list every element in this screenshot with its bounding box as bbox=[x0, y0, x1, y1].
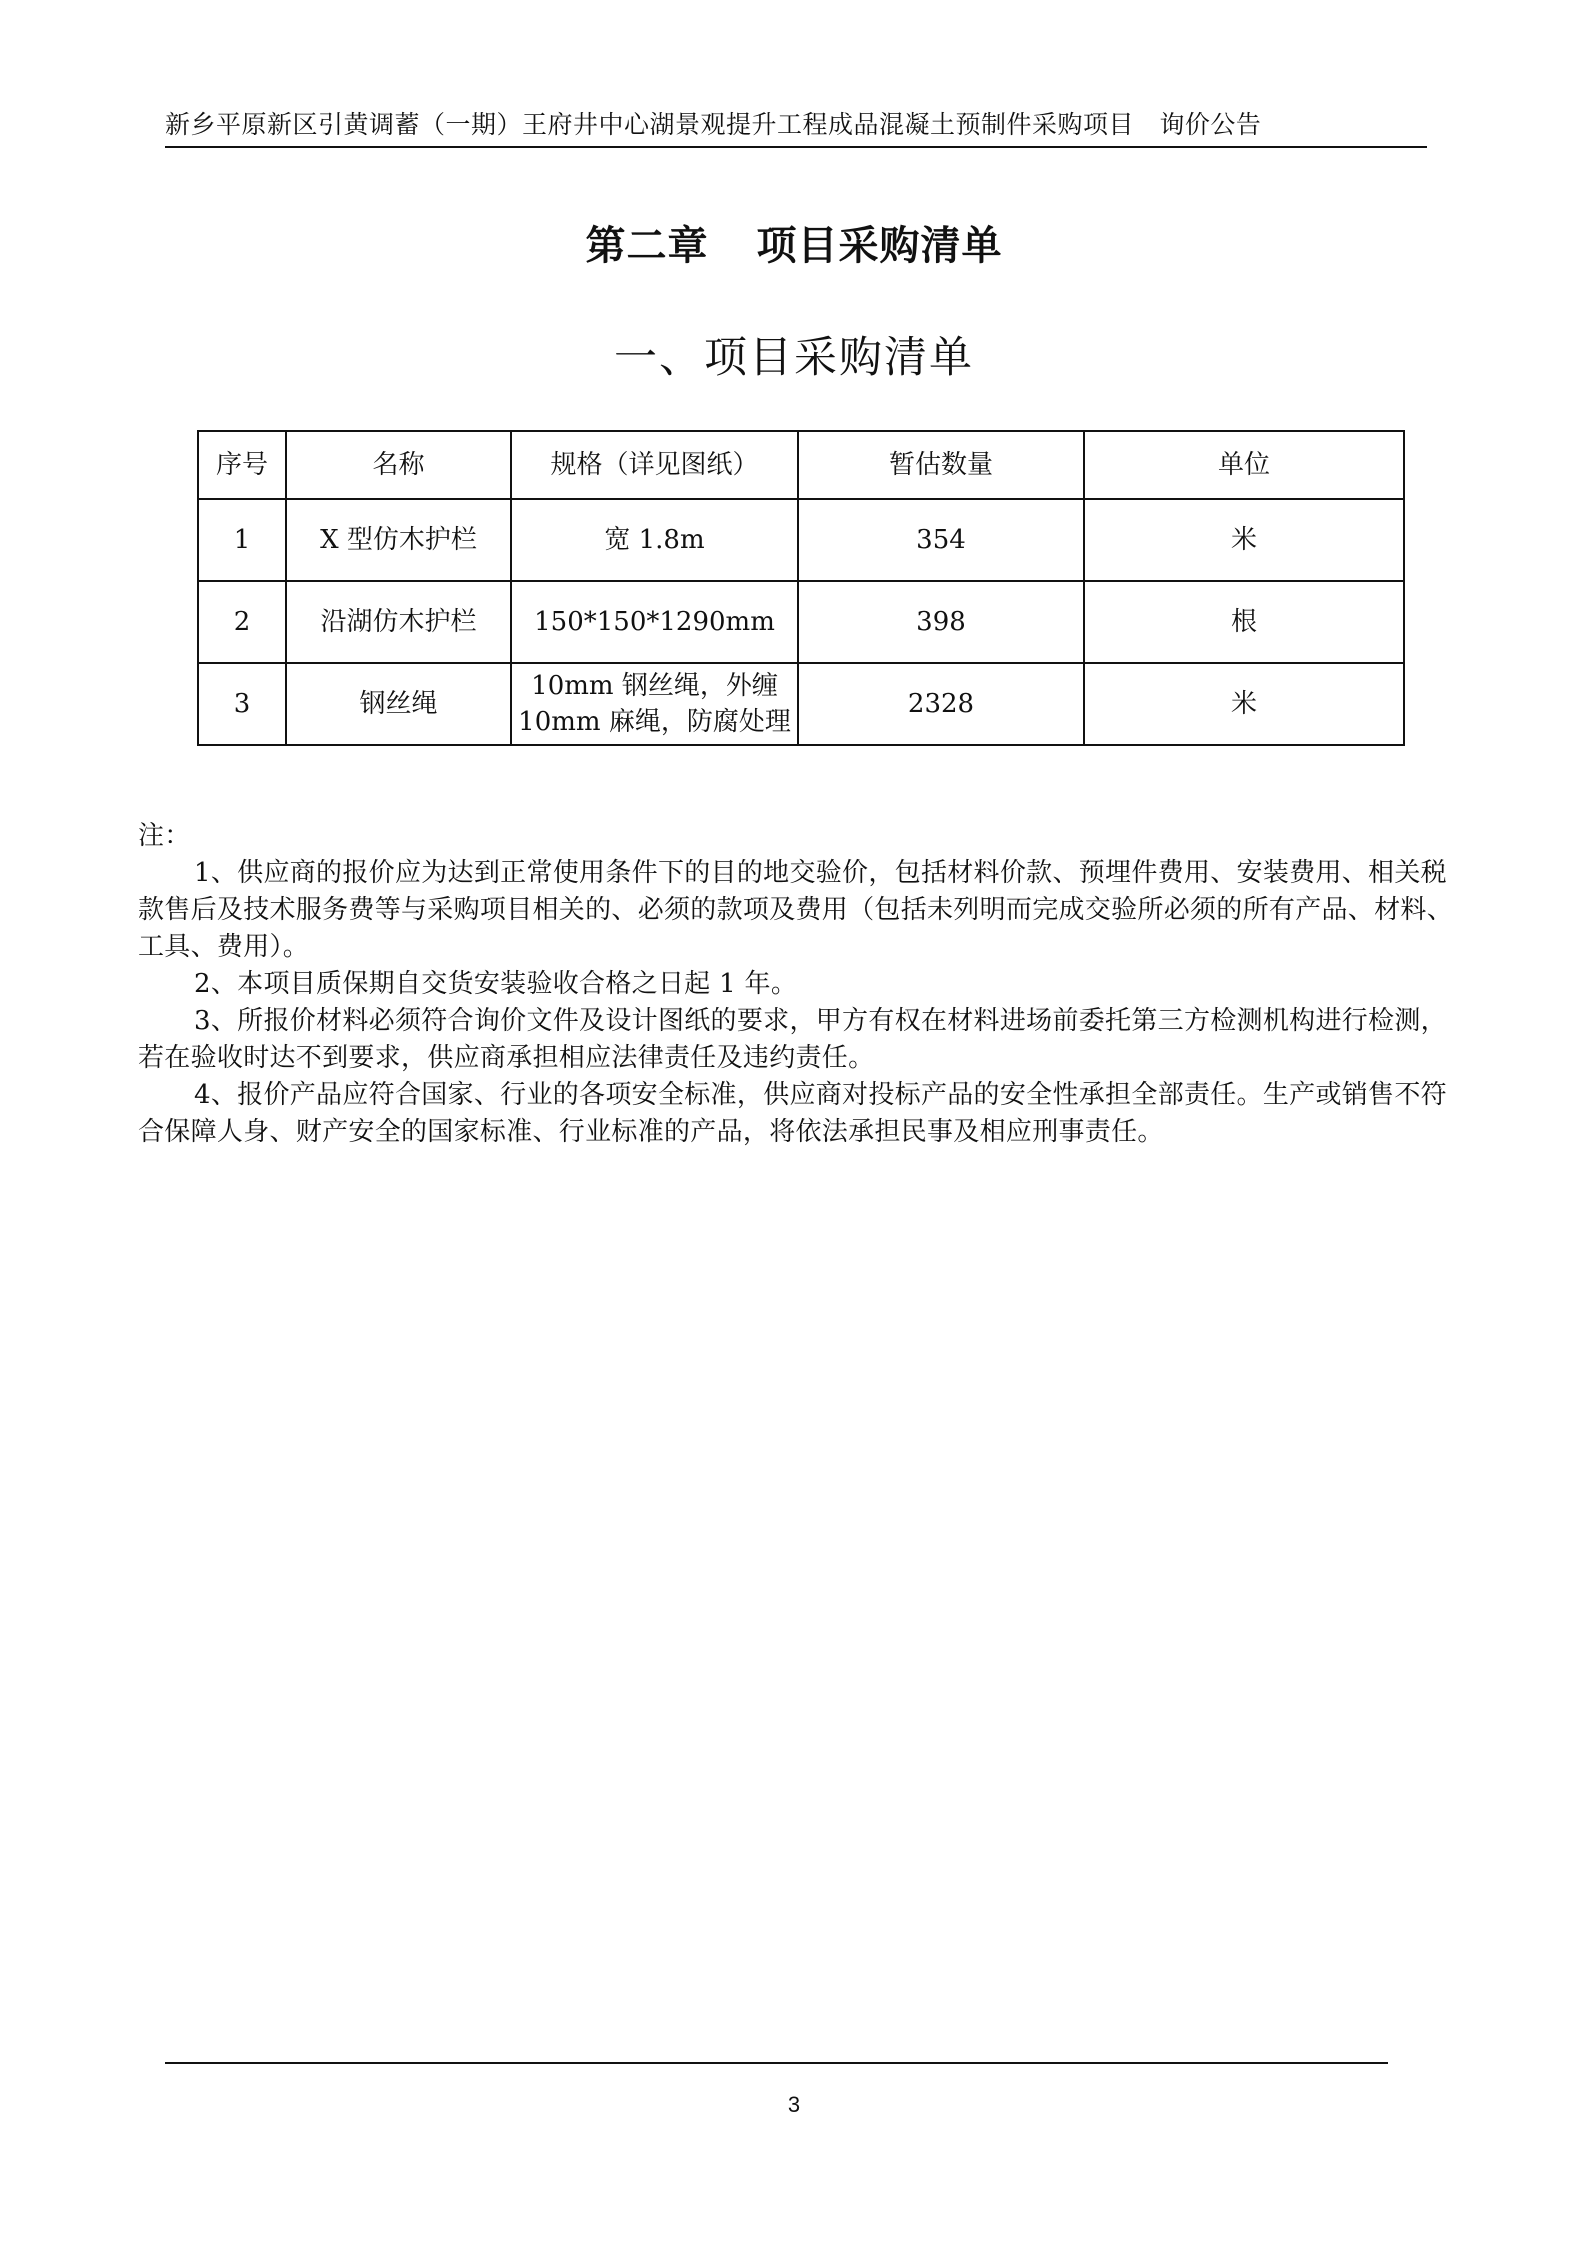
table-header-row bbox=[198, 431, 1404, 499]
note-item: 4、报价产品应符合国家、行业的各项安全标准，供应商对投标产品的安全性承担全部责任。生产或销售不符合保障人身、财产安全的国家标准、行业标准的产品，将依法承担民事及相应刑事责任。 bbox=[138, 1080, 1447, 1147]
table-row bbox=[198, 499, 1404, 581]
cell-spec-line: 宽 1.8m bbox=[604, 525, 705, 555]
procurement-table bbox=[197, 430, 1405, 746]
note-item: 2、本项目质保期自交货安装验收合格之日起 1 年。 bbox=[194, 969, 798, 999]
cell-spec-line: 10mm 钢丝绳，外缠 bbox=[531, 671, 778, 701]
footer-divider bbox=[165, 2062, 1388, 2064]
table-row bbox=[198, 581, 1404, 663]
cell-unit: 米 bbox=[1084, 499, 1404, 581]
page-header bbox=[165, 108, 1427, 148]
cell-qty: 354 bbox=[798, 499, 1084, 581]
cell-qty: 398 bbox=[798, 581, 1084, 663]
cell-name: 钢丝绳 bbox=[286, 663, 511, 745]
column-header-spec: 规格（详见图纸） bbox=[511, 431, 798, 499]
cell-no: 3 bbox=[198, 663, 286, 745]
column-header-qty: 暂估数量 bbox=[798, 431, 1084, 499]
cell-unit: 根 bbox=[1084, 581, 1404, 663]
cell-spec-line: 10mm 麻绳，防腐处理 bbox=[518, 707, 791, 737]
header-text: 新乡平原新区引黄调蓄（一期）王府井中心湖景观提升工程成品混凝土预制件采购项目 询价公告 bbox=[165, 110, 1262, 139]
page-number: 3 bbox=[787, 2092, 801, 2117]
section-title: 一、项目采购清单 bbox=[614, 333, 974, 383]
cell-name: X 型仿木护栏 bbox=[286, 499, 511, 581]
cell-no: 1 bbox=[198, 499, 286, 581]
note-item: 3、所报价材料必须符合询价文件及设计图纸的要求，甲方有权在材料进场前委托第三方检测机构进行检测，若在验收时达不到要求，供应商承担相应法律责任及违约责任。 bbox=[138, 1006, 1447, 1073]
column-header-unit: 单位 bbox=[1084, 431, 1404, 499]
column-header-no: 序号 bbox=[198, 431, 286, 499]
cell-spec bbox=[511, 663, 798, 745]
cell-spec bbox=[511, 499, 798, 581]
notes-section bbox=[138, 818, 1458, 1151]
column-header-name: 名称 bbox=[286, 431, 511, 499]
cell-qty: 2328 bbox=[798, 663, 1084, 745]
chapter-name: 项目采购清单 bbox=[756, 223, 1003, 269]
cell-no: 2 bbox=[198, 581, 286, 663]
note-item: 1、供应商的报价应为达到正常使用条件下的目的地交验价，包括材料价款、预埋件费用、安装费用、相关税款售后及技术服务费等与采购项目相关的、必须的款项及费用（包括未列明而完成交验所必须的所有产品、材料、工具、费用）。 bbox=[138, 858, 1454, 962]
chapter-title bbox=[0, 218, 1588, 274]
cell-spec-line: 150*150*1290mm bbox=[534, 607, 775, 637]
chapter-number: 第二章 bbox=[585, 223, 709, 269]
cell-name: 沿湖仿木护栏 bbox=[286, 581, 511, 663]
notes-label: 注： bbox=[138, 821, 191, 851]
table-row bbox=[198, 663, 1404, 745]
cell-spec bbox=[511, 581, 798, 663]
cell-unit: 米 bbox=[1084, 663, 1404, 745]
